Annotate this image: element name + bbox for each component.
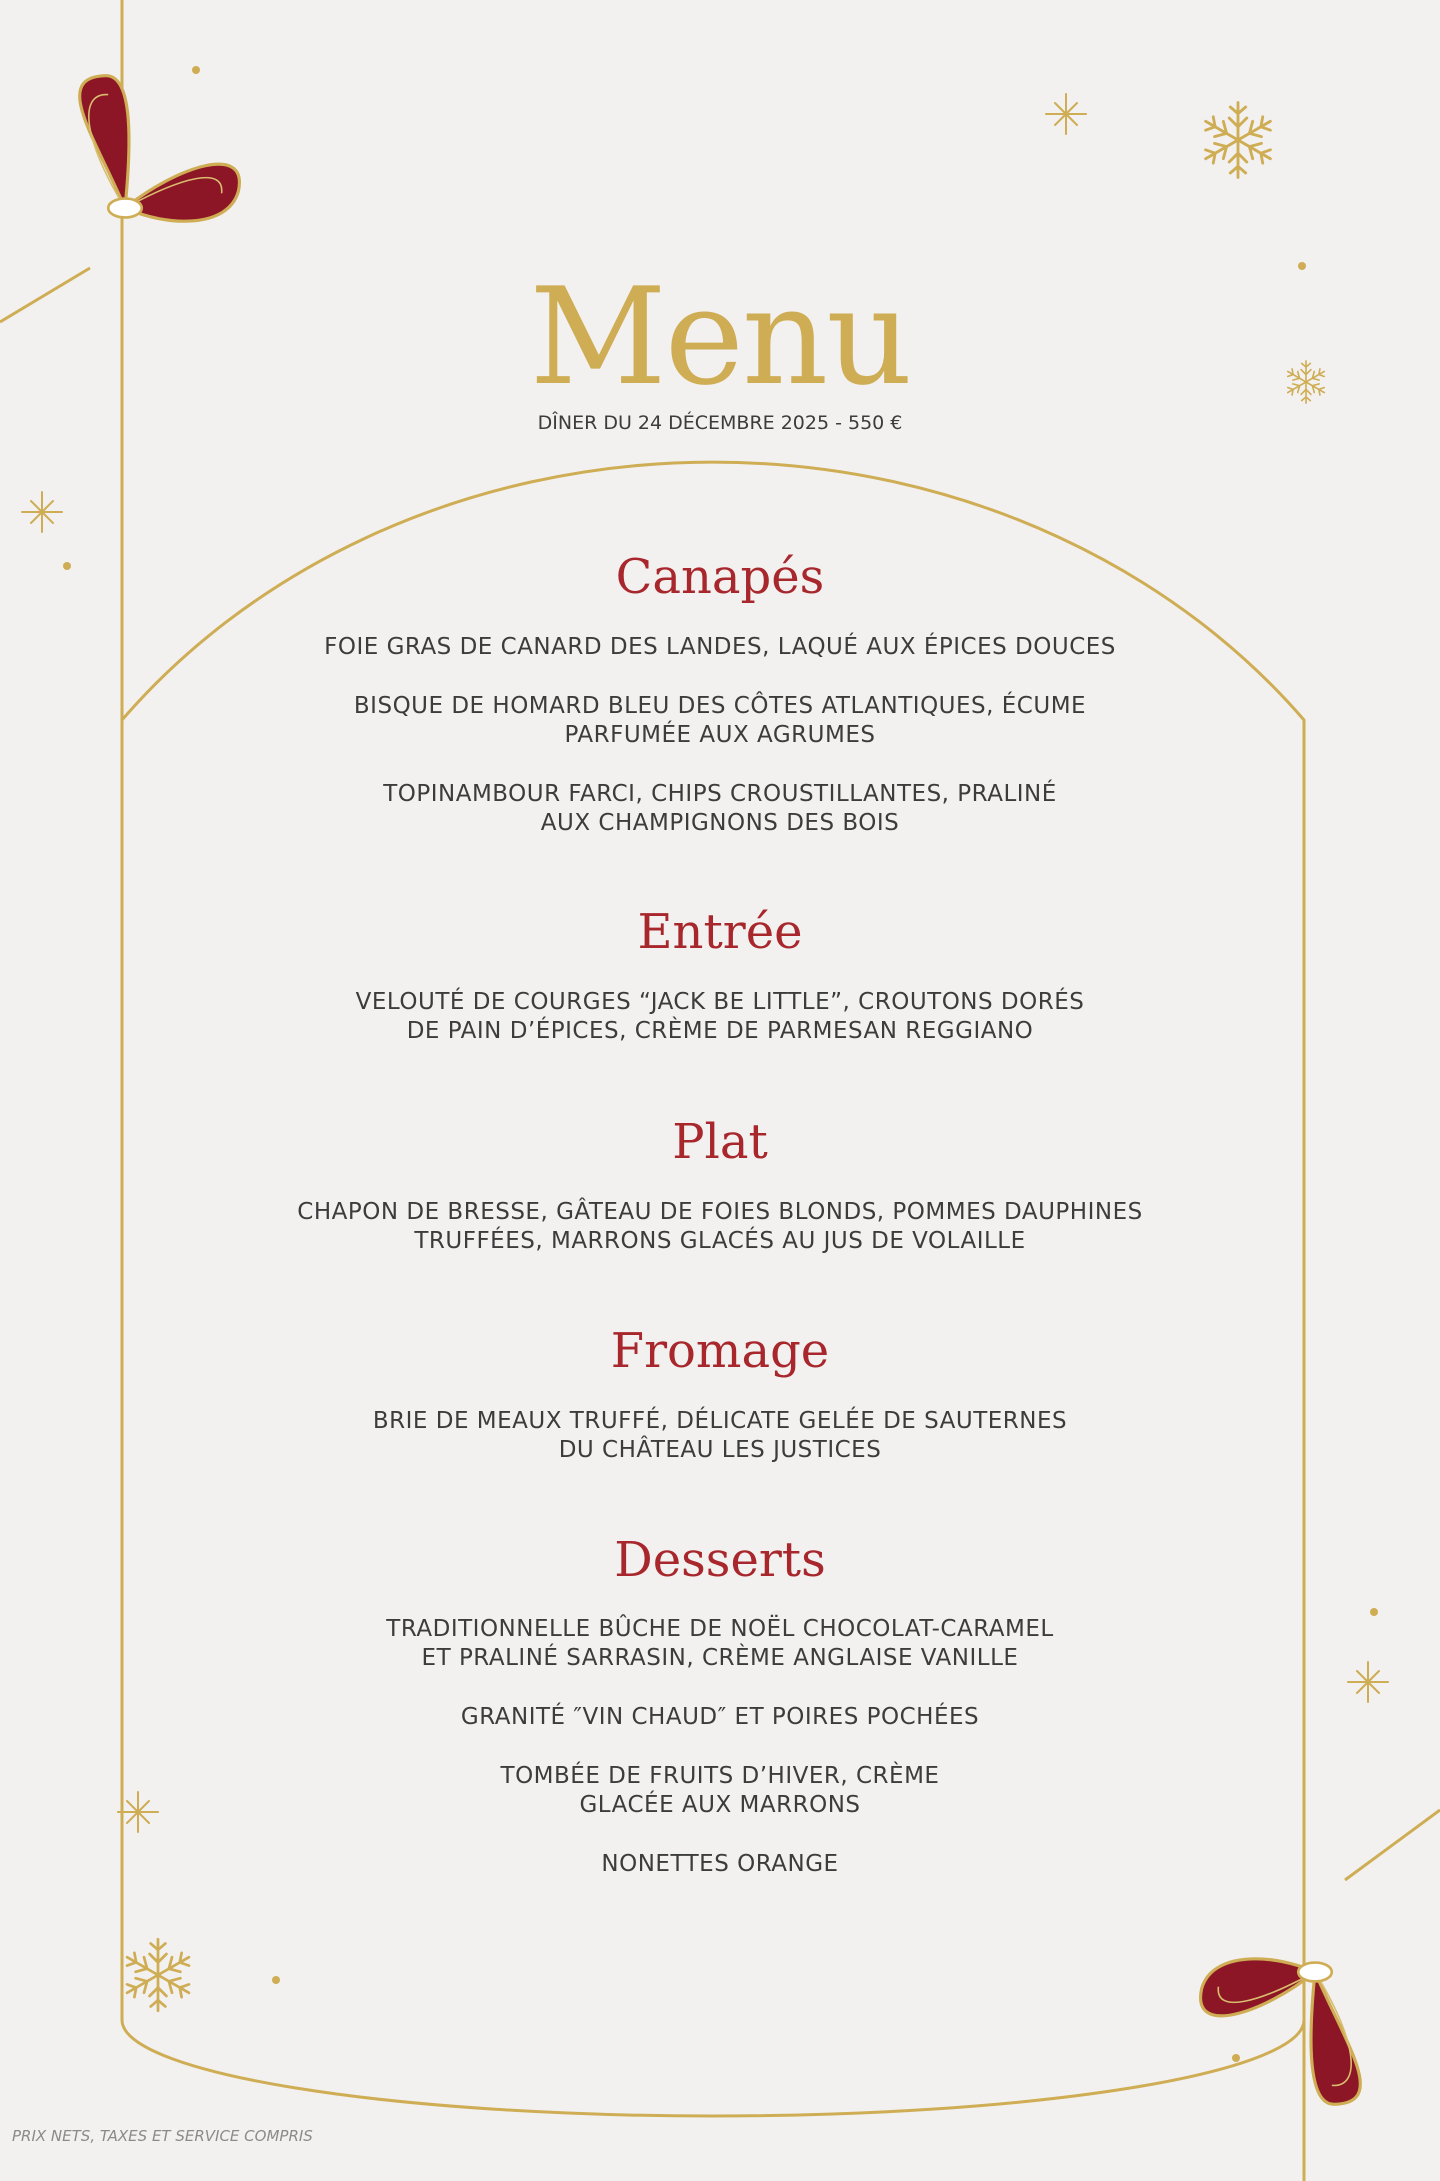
butterfly-icon [80,76,240,222]
section-title-entree: Entrée [637,904,803,960]
menu-item-line: TRUFFÉES, MARRONS GLACÉS AU JUS DE VOLAILLE [414,1228,1026,1254]
menu-item-line: GRANITÉ ″VIN CHAUD″ ET POIRES POCHÉES [460,1704,980,1730]
menu-item-line: TRADITIONNELLE BÛCHE DE NOËL CHOCOLAT-CARAMEL [386,1616,1054,1642]
footer-note: PRIX NETS, TAXES ET SERVICE COMPRIS [12,2127,313,2145]
menu-item-line: DE PAIN D’ÉPICES, CRÈME DE PARMESAN REGGIANO [406,1018,1034,1044]
menu-item-line: AUX CHAMPIGNONS DES BOIS [540,810,900,836]
sparkle-icon [22,492,62,532]
snowflake-icon [123,1939,193,2010]
menu-item-line: BISQUE DE HOMARD BLEU DES CÔTES ATLANTIQUES, ÉCUME [353,693,1087,719]
sparkle-icon [1046,94,1086,134]
menu-item-line: PARFUMÉE AUX AGRUMES [564,722,876,748]
menu-item-line: GLACÉE AUX MARRONS [579,1792,861,1818]
menu-subtitle: DÎNER DU 24 DÉCEMBRE 2025 - 550 € [537,412,903,434]
page-title: Menu [529,259,911,415]
menu-item-line: VELOUTÉ DE COURGES “JACK BE LITTLE”, CROUTONS DORÉS [355,989,1085,1015]
menu-item-line: BRIE DE MEAUX TRUFFÉ, DÉLICATE GELÉE DE SAUTERNES [372,1408,1068,1434]
section-title-fromage: Fromage [610,1323,830,1379]
butterfly-icon [1201,1959,1361,2105]
section-title-canapes: Canapés [615,549,825,605]
section-title-desserts: Desserts [614,1532,826,1588]
snowflake-icon [1201,103,1275,178]
menu-item-line: NONETTES ORANGE [601,1851,839,1877]
menu-item-line: FOIE GRAS DE CANARD DES LANDES, LAQUÉ AUX ÉPICES DOUCES [324,634,1116,660]
menu-item-line: DU CHÂTEAU LES JUSTICES [558,1437,882,1463]
menu-item-line: ET PRALINÉ SARRASIN, CRÈME ANGLAISE VANILLE [421,1645,1019,1671]
section-title-plat: Plat [672,1114,768,1170]
menu-item-line: TOPINAMBOUR FARCI, CHIPS CROUSTILLANTES, PRALINÉ [383,781,1057,807]
menu-item-line: CHAPON DE BRESSE, GÂTEAU DE FOIES BLONDS, POMMES DAUPHINES [297,1199,1143,1225]
menu-item-line: TOMBÉE DE FRUITS D’HIVER, CRÈME [500,1763,940,1789]
